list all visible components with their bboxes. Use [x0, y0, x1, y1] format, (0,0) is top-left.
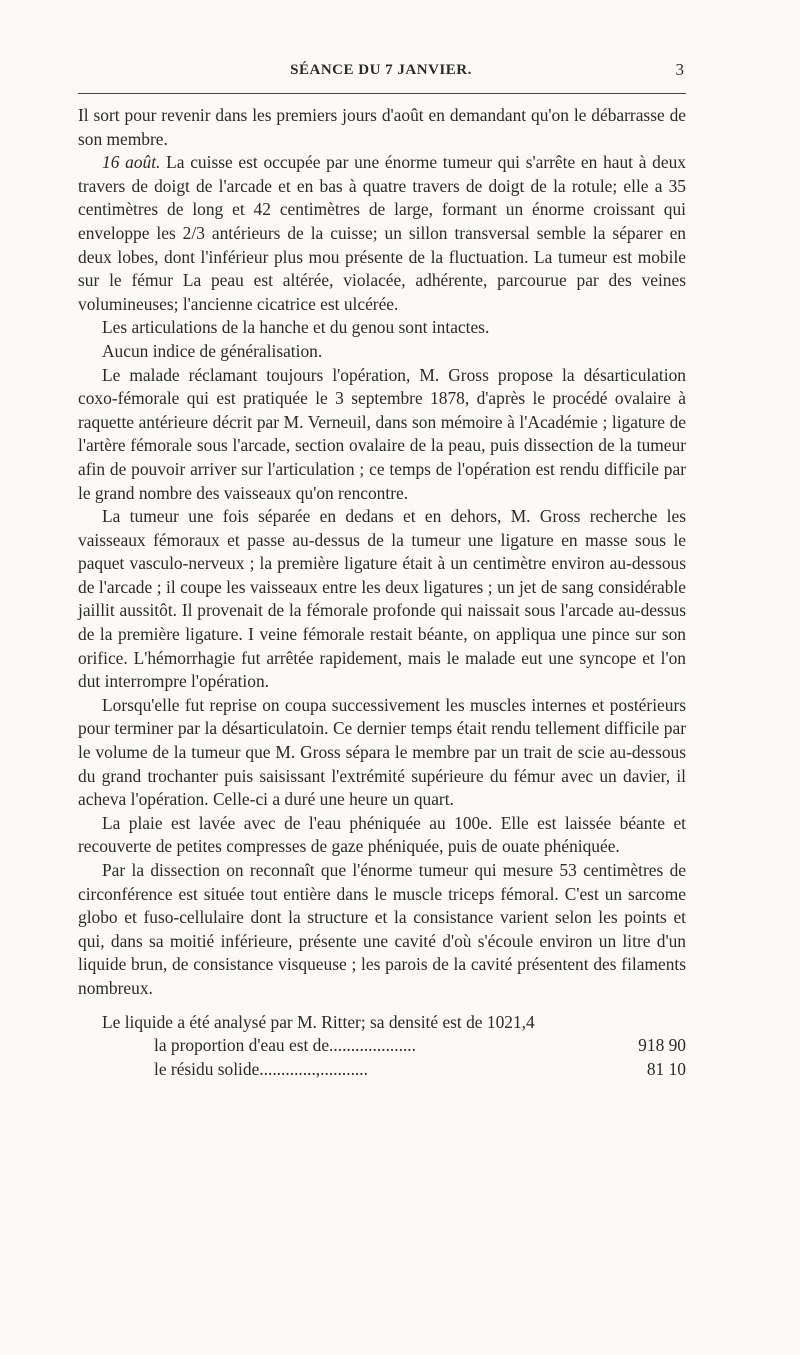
- paragraph: Il sort pour revenir dans les premiers jours d'août en demandant qu'on le débarrasse de son membre.: [78, 105, 686, 149]
- paragraph-dated: [78, 151, 686, 316]
- paragraph: Les articulations de la hanche et du genou sont intactes.: [102, 317, 490, 338]
- paragraph: La tumeur une fois séparée en dedans et en dehors, M. Gross recherche les vaisseaux fémoraux et passe au-dessus de la tumeur une ligature en masse sous le paquet vasculo-nerveux ; la première ligature était à un centimètre environ au-dessous de l'arcade ; il coupe les vaisseaux entre les deux ligatures ; un jet de sang considérable jaillit aussitôt. Il provenait de la fémorale profonde qui naissait sous l'arcade au-dessus de la première ligature. I veine fémorale restait béante, on appliqua une pince sur son orifice. L'hémorrhagie fut arrêtée rapidement, mais le malade eut une syncope et l'on dut interrompre l'opération.: [78, 506, 686, 692]
- paragraph: Par la dissection on reconnaît que l'énorme tumeur qui mesure 53 centimètres de circonférence est située tout entière dans le muscle triceps fémoral. C'est un sarcome globo et fuso-cellulaire dont la structure et la consistance varient selon les points et qui, dans sa moitié inférieure, présente une cavité d'où s'écoule environ un litre d'un liquide brun, de consistance visqueuse ; les parois de la cavité présentent des filaments nombreux.: [78, 860, 686, 998]
- analysis-row: [78, 1034, 686, 1058]
- paragraph-text: La cuisse est occupée par une énorme tumeur qui s'arrête en haut à deux travers de doigt de l'arcade et en bas à quatre travers de doigt de la rotule; elle a 35 centimètres de long et 42 centimètres de large, formant un énorme croissant qui enveloppe les 2/3 antérieurs de la cuisse; un sillon transversal semble la séparer en deux lobes, dont l'inférieur plus mou présente de la fluctuation. La tumeur est mobile sur le fémur La peau est altérée, violacée, adhérente, parcourue par des veines volumineuses; l'ancienne cicatrice est ulcérée.: [78, 152, 686, 314]
- analysis-row-label: le résidu solide.............,...........: [154, 1058, 368, 1079]
- analysis-row: [78, 1058, 686, 1082]
- header-rule: [78, 93, 686, 94]
- paragraph: Aucun indice de généralisation.: [102, 340, 323, 361]
- analysis-row-label: la proportion d'eau est de....................: [154, 1035, 417, 1056]
- page-header: [78, 62, 684, 84]
- date-label: 16 août.: [102, 152, 161, 173]
- page-number: 3: [675, 60, 684, 79]
- paragraph: Lorsqu'elle fut reprise on coupa successivement les muscles internes et postérieurs pour terminer par la désarticulatoin. Ce dernier temps était rendu tellement difficile par le volume de la tumeur que M. Gross sépara le membre par un trait de scie au-dessous du grand trochanter puis saisissant l'extrémité supérieure du fémur avec un davier, il acheva l'opération. Celle-ci a duré une heure un quart.: [78, 694, 686, 810]
- analysis-row-value: 918 90: [638, 1035, 686, 1056]
- analysis-block: [78, 1011, 686, 1082]
- analysis-intro: Le liquide a été analysé par M. Ritter; sa densité est de 1021,4: [102, 1011, 535, 1032]
- analysis-row-value: 81 10: [646, 1058, 686, 1079]
- running-title: SÉANCE DU 7 JANVIER.: [290, 62, 472, 78]
- page-body: [78, 104, 686, 1081]
- paragraph: Le malade réclamant toujours l'opération, M. Gross propose la désarticulation coxo-fémorale qui est pratiquée le 3 septembre 1878, d'après le procédé ovalaire à raquette antérieure décrit par M. Verneuil, dans son mémoire à l'Académie ; ligature de l'artère fémorale sous l'arcade, section ovalaire de la peau, puis dissection de la tumeur afin de pouvoir arriver sur l'articulation ; ce temps de l'opération est rendu difficile par le grand nombre des vaisseaux qu'on rencontre.: [78, 364, 686, 503]
- paragraph: La plaie est lavée avec de l'eau phéniquée au 100e. Elle est laissée béante et recouverte de petites compresses de gaze phéniquée, puis de ouate phéniquée.: [78, 812, 686, 857]
